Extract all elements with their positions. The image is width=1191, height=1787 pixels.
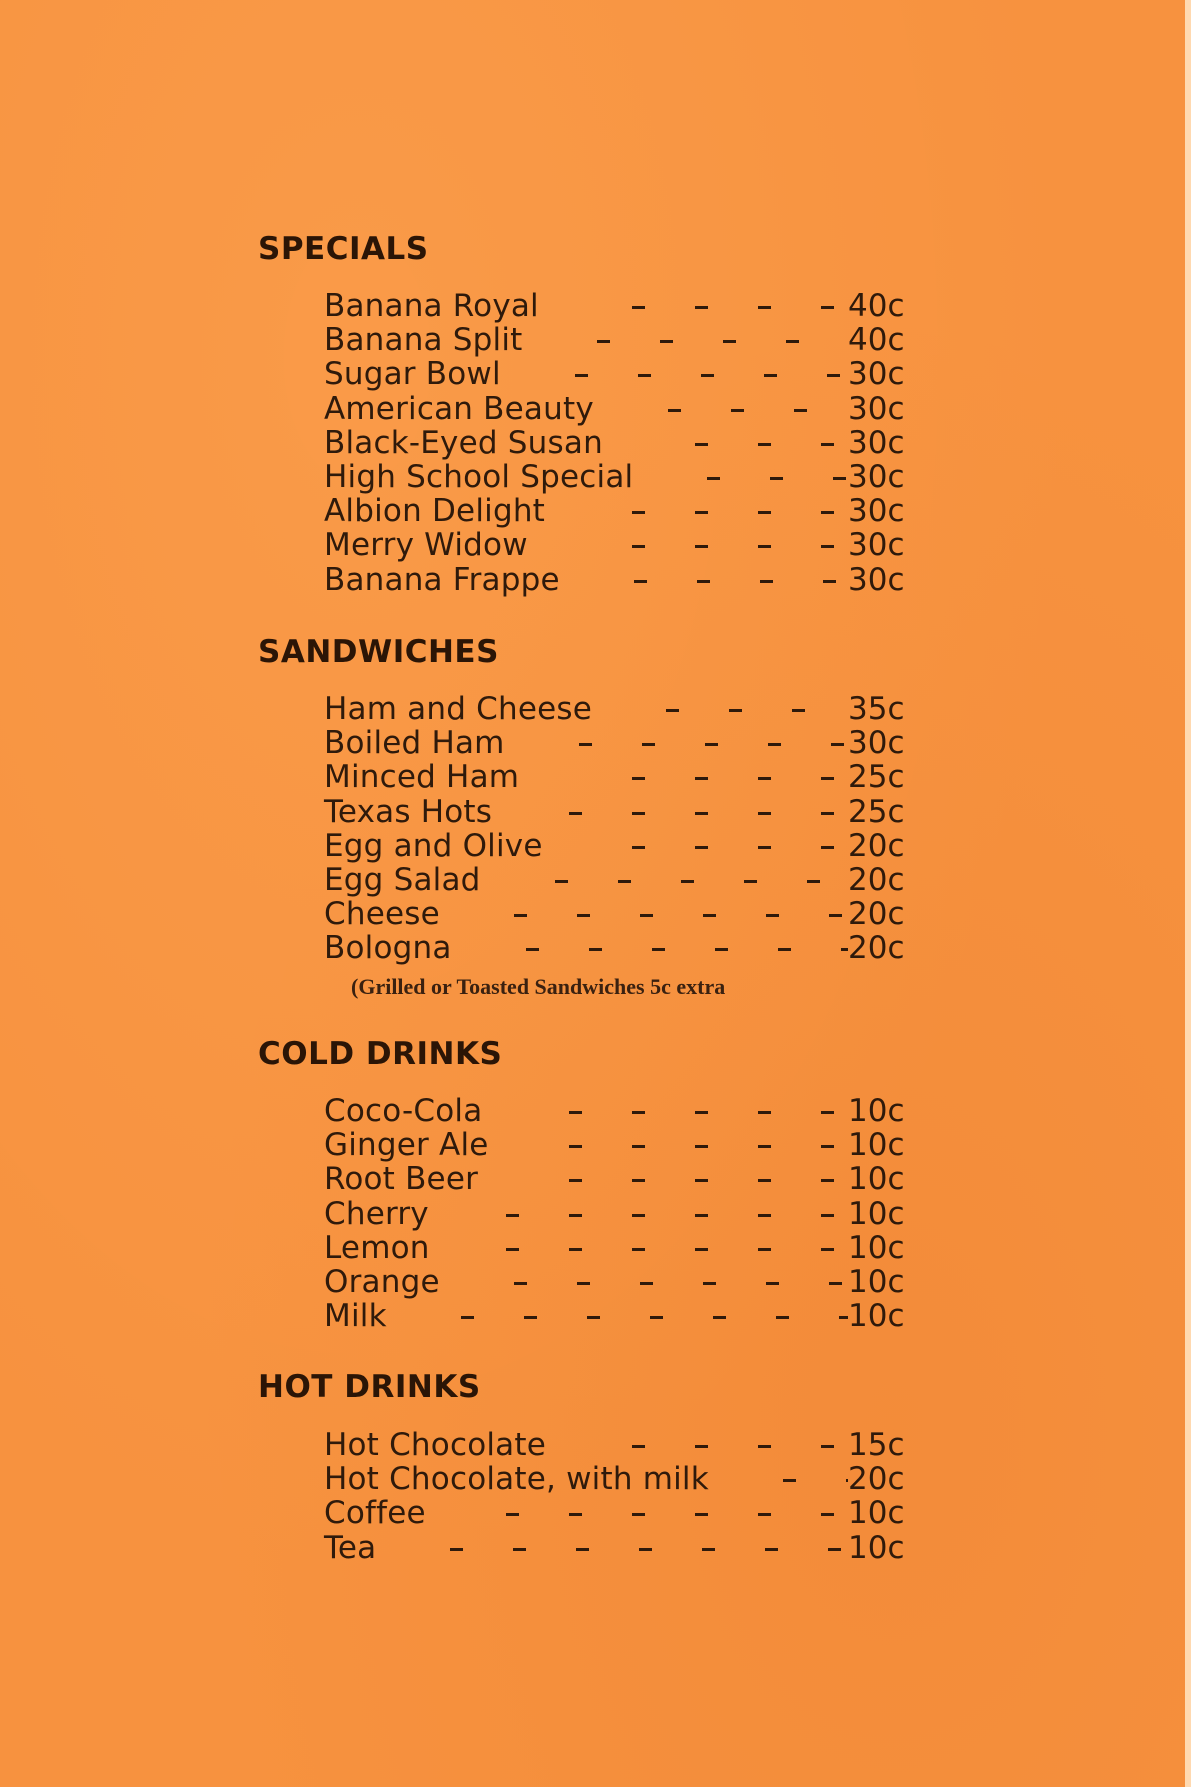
menu-item — [324, 1496, 924, 1530]
item-list — [324, 289, 924, 597]
item-list — [324, 692, 924, 966]
menu-item — [324, 863, 924, 897]
paper-edge — [1185, 0, 1191, 1787]
menu-item — [324, 392, 924, 426]
menu-item — [324, 1428, 924, 1462]
dot-leader — [546, 1428, 848, 1462]
menu-item — [324, 1231, 924, 1265]
item-price: 10c — [848, 1298, 905, 1335]
item-name: Ginger Ale — [324, 1127, 489, 1164]
dot-leader — [501, 357, 848, 391]
item-name: Root Beer — [324, 1161, 479, 1198]
item-name: Tea — [324, 1529, 377, 1566]
item-price: 10c — [848, 1093, 905, 1129]
item-name: Albion Delight — [324, 493, 546, 530]
dot-leader — [592, 692, 848, 726]
item-name: Banana Frappe — [324, 561, 560, 598]
dot-leader — [545, 494, 848, 528]
dot-leader — [543, 829, 848, 863]
item-price: 10c — [848, 1229, 905, 1266]
dot-leader — [505, 726, 848, 760]
dot-leader — [539, 289, 848, 323]
item-name: Hot Chocolate, with milk — [324, 1461, 709, 1498]
item-price: 10c — [848, 1529, 905, 1566]
dot-leader — [594, 392, 848, 426]
item-list — [324, 1428, 924, 1565]
item-price: 40c — [848, 288, 905, 324]
item-name: Lemon — [324, 1229, 430, 1266]
item-price: 25c — [848, 793, 905, 830]
menu-item — [324, 528, 924, 562]
item-name: Coco-Cola — [324, 1093, 483, 1129]
item-name: Boiled Ham — [324, 725, 505, 762]
dot-leader — [478, 1162, 848, 1196]
item-name: Orange — [324, 1263, 440, 1300]
dot-leader — [523, 323, 848, 357]
item-price: 10c — [848, 1263, 905, 1300]
dot-leader — [528, 528, 848, 562]
item-price: 30c — [848, 356, 905, 393]
dot-leader — [709, 1462, 848, 1496]
section-title: SPECIALS — [258, 231, 429, 267]
dot-leader — [440, 897, 848, 931]
item-name: High School Special — [324, 458, 634, 495]
item-price: 25c — [848, 759, 905, 796]
item-price: 30c — [848, 725, 905, 762]
item-name: Hot Chocolate — [324, 1427, 546, 1463]
item-name: Cherry — [324, 1195, 429, 1232]
item-price: 30c — [848, 390, 905, 427]
item-name: Sugar Bowl — [324, 356, 501, 393]
section-title: COLD DRINKS — [258, 1036, 503, 1072]
dot-leader — [489, 1128, 848, 1162]
menu-item — [324, 1265, 924, 1299]
menu-item — [324, 692, 924, 726]
item-list — [324, 1094, 924, 1333]
item-name: Ham and Cheese — [324, 691, 592, 727]
item-price: 30c — [848, 424, 905, 461]
dot-leader — [387, 1299, 848, 1333]
menu-item — [324, 726, 924, 760]
dot-leader — [452, 931, 848, 965]
menu-item — [324, 357, 924, 391]
sandwich-note: (Grilled or Toasted Sandwiches 5c extra — [351, 974, 726, 999]
item-name: Black-Eyed Susan — [324, 424, 603, 461]
item-price: 10c — [848, 1127, 905, 1164]
item-price: 10c — [848, 1495, 905, 1532]
dot-leader — [633, 460, 848, 494]
item-name: Cheese — [324, 896, 440, 933]
menu-item — [324, 494, 924, 528]
menu-item — [324, 289, 924, 323]
menu-item — [324, 1197, 924, 1231]
item-price: 10c — [848, 1161, 905, 1198]
menu-item — [324, 931, 924, 965]
menu-item — [324, 760, 924, 794]
item-price: 30c — [848, 527, 905, 564]
item-price: 30c — [848, 561, 905, 598]
dot-leader — [426, 1496, 848, 1530]
item-price: 20c — [848, 827, 905, 864]
menu-item — [324, 323, 924, 357]
section-title: HOT DRINKS — [258, 1369, 481, 1405]
dot-leader — [376, 1531, 848, 1565]
item-name: Bologna — [324, 930, 452, 967]
item-price: 30c — [848, 458, 905, 495]
menu-item — [324, 460, 924, 494]
dot-leader — [481, 863, 848, 897]
menu-item — [324, 1162, 924, 1196]
menu-item — [324, 1462, 924, 1496]
item-price: 10c — [848, 1195, 905, 1232]
item-price: 20c — [848, 1461, 905, 1498]
item-price: 35c — [848, 691, 905, 727]
item-price: 20c — [848, 930, 905, 967]
item-name: Coffee — [324, 1495, 426, 1532]
dot-leader — [492, 795, 848, 829]
menu-item — [324, 563, 924, 597]
item-price: 40c — [848, 322, 905, 359]
item-name: Texas Hots — [324, 793, 493, 830]
menu-item — [324, 795, 924, 829]
item-price: 20c — [848, 896, 905, 933]
menu-item — [324, 1094, 924, 1128]
menu-item — [324, 426, 924, 460]
dot-leader — [519, 760, 848, 794]
menu-item — [324, 829, 924, 863]
item-name: Banana Royal — [324, 288, 539, 324]
section-title: SANDWICHES — [258, 634, 499, 670]
item-name: American Beauty — [324, 390, 594, 427]
dot-leader — [560, 563, 848, 597]
dot-leader — [440, 1265, 848, 1299]
item-name: Minced Ham — [324, 759, 520, 796]
item-price: 30c — [848, 493, 905, 530]
dot-leader — [482, 1094, 848, 1128]
menu-item — [324, 1299, 924, 1333]
menu-item — [324, 897, 924, 931]
item-name: Egg Salad — [324, 861, 481, 898]
menu-item — [324, 1531, 924, 1565]
dot-leader — [429, 1197, 848, 1231]
item-name: Merry Widow — [324, 527, 528, 564]
item-name: Banana Split — [324, 322, 523, 359]
menu-item — [324, 1128, 924, 1162]
item-price: 15c — [848, 1427, 905, 1463]
item-price: 20c — [848, 861, 905, 898]
item-name: Egg and Olive — [324, 827, 543, 864]
dot-leader — [430, 1231, 848, 1265]
dot-leader — [603, 426, 848, 460]
item-name: Milk — [324, 1298, 387, 1335]
